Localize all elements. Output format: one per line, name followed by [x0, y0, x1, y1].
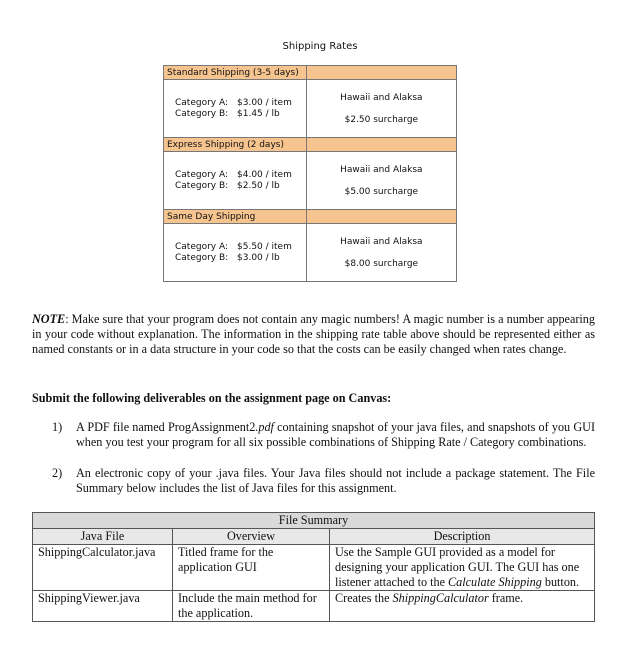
- deliverable-item: [52, 466, 595, 496]
- java-file-cell: ShippingViewer.java: [33, 591, 173, 622]
- category-a-label: Category A:: [175, 242, 229, 252]
- deliverable-text-cont: containing snapshot of your java files, and snapshots of you GUI when you test your program for all six possible combinations of Shipping Rate / Category combinations.: [76, 420, 596, 449]
- file-summary-table: [32, 512, 595, 622]
- category-b-label: Category B:: [175, 109, 229, 119]
- category-a-value: $5.50 / item: [237, 242, 292, 252]
- note-text: : Make sure that your program does not contain any magic numbers! A magic number is a number appearing in your code without explanation. The information in the shipping rate table above should be represented either as named constants or in a data structure in your code so that the costs can be easily changed when rates change.: [32, 312, 595, 356]
- deliverable-emphasis: .pdf: [255, 420, 274, 434]
- table-row: [33, 591, 595, 622]
- list-number: 1): [52, 420, 63, 434]
- surcharge-value: $2.50 surcharge: [344, 114, 419, 125]
- table-row: [33, 545, 595, 591]
- rate-section-header: [164, 66, 457, 80]
- description-emphasis: ShippingCalculator: [392, 591, 489, 605]
- note-paragraph: [32, 312, 595, 357]
- list-number: 2): [52, 466, 63, 480]
- hawaii-alaska-label: Hawaii and Alaksa: [340, 236, 423, 247]
- shipping-rates-table: [163, 65, 457, 282]
- deliverable-text: An electronic copy of your .java files. Your Java files should not include a package statement. The File Summary below includes the list of Java files for this assignment.: [76, 466, 595, 495]
- rate-section-body: [164, 80, 457, 138]
- hawaii-alaska-label: Hawaii and Alaksa: [340, 164, 423, 175]
- rate-section-header: [164, 210, 457, 224]
- category-b-label: Category B:: [175, 253, 229, 263]
- java-file-cell: ShippingCalculator.java: [33, 545, 173, 591]
- rate-section-name: Standard Shipping (3-5 days): [164, 66, 307, 80]
- column-header-description: Description: [330, 529, 595, 545]
- note-label: NOTE: [32, 312, 66, 326]
- deliverables-heading: Submit the following deliverables on the assignment page on Canvas:: [32, 391, 392, 405]
- rate-section-name: Express Shipping (2 days): [164, 138, 307, 152]
- file-summary-caption: File Summary: [33, 513, 595, 529]
- surcharge-value: $8.00 surcharge: [344, 258, 419, 269]
- description-cell: Creates the ShippingCalculator frame.: [330, 591, 595, 622]
- rate-section-header: [164, 138, 457, 152]
- category-a-label: Category A:: [175, 170, 229, 180]
- overview-cell: Titled frame for the application GUI: [173, 545, 330, 591]
- description-emphasis: Calculate Shipping: [448, 575, 542, 589]
- shipping-rates-title: Shipping Rates: [282, 41, 358, 52]
- category-a-value: $4.00 / item: [237, 170, 292, 180]
- rate-section-body: [164, 152, 457, 210]
- category-b-label: Category B:: [175, 181, 229, 191]
- rate-section-body: [164, 224, 457, 282]
- rate-section-name: Same Day Shipping: [164, 210, 307, 224]
- category-a-label: Category A:: [175, 98, 229, 108]
- deliverable-text: A PDF file named ProgAssignment2: [76, 420, 256, 434]
- category-a-value: $3.00 / item: [237, 98, 292, 108]
- category-b-value: $1.45 / lb: [237, 109, 280, 119]
- deliverable-item: [52, 420, 595, 450]
- category-b-value: $2.50 / lb: [237, 181, 280, 191]
- column-header-overview: Overview: [173, 529, 330, 545]
- column-header-java-file: Java File: [33, 529, 173, 545]
- hawaii-alaska-label: Hawaii and Alaksa: [340, 92, 423, 103]
- description-cell: Use the Sample GUI provided as a model for designing your application GUI. The GUI has one listener attached to the Calculate Shipping button.: [330, 545, 595, 591]
- category-b-value: $3.00 / lb: [237, 253, 280, 263]
- surcharge-value: $5.00 surcharge: [344, 186, 419, 197]
- overview-cell: Include the main method for the application.: [173, 591, 330, 622]
